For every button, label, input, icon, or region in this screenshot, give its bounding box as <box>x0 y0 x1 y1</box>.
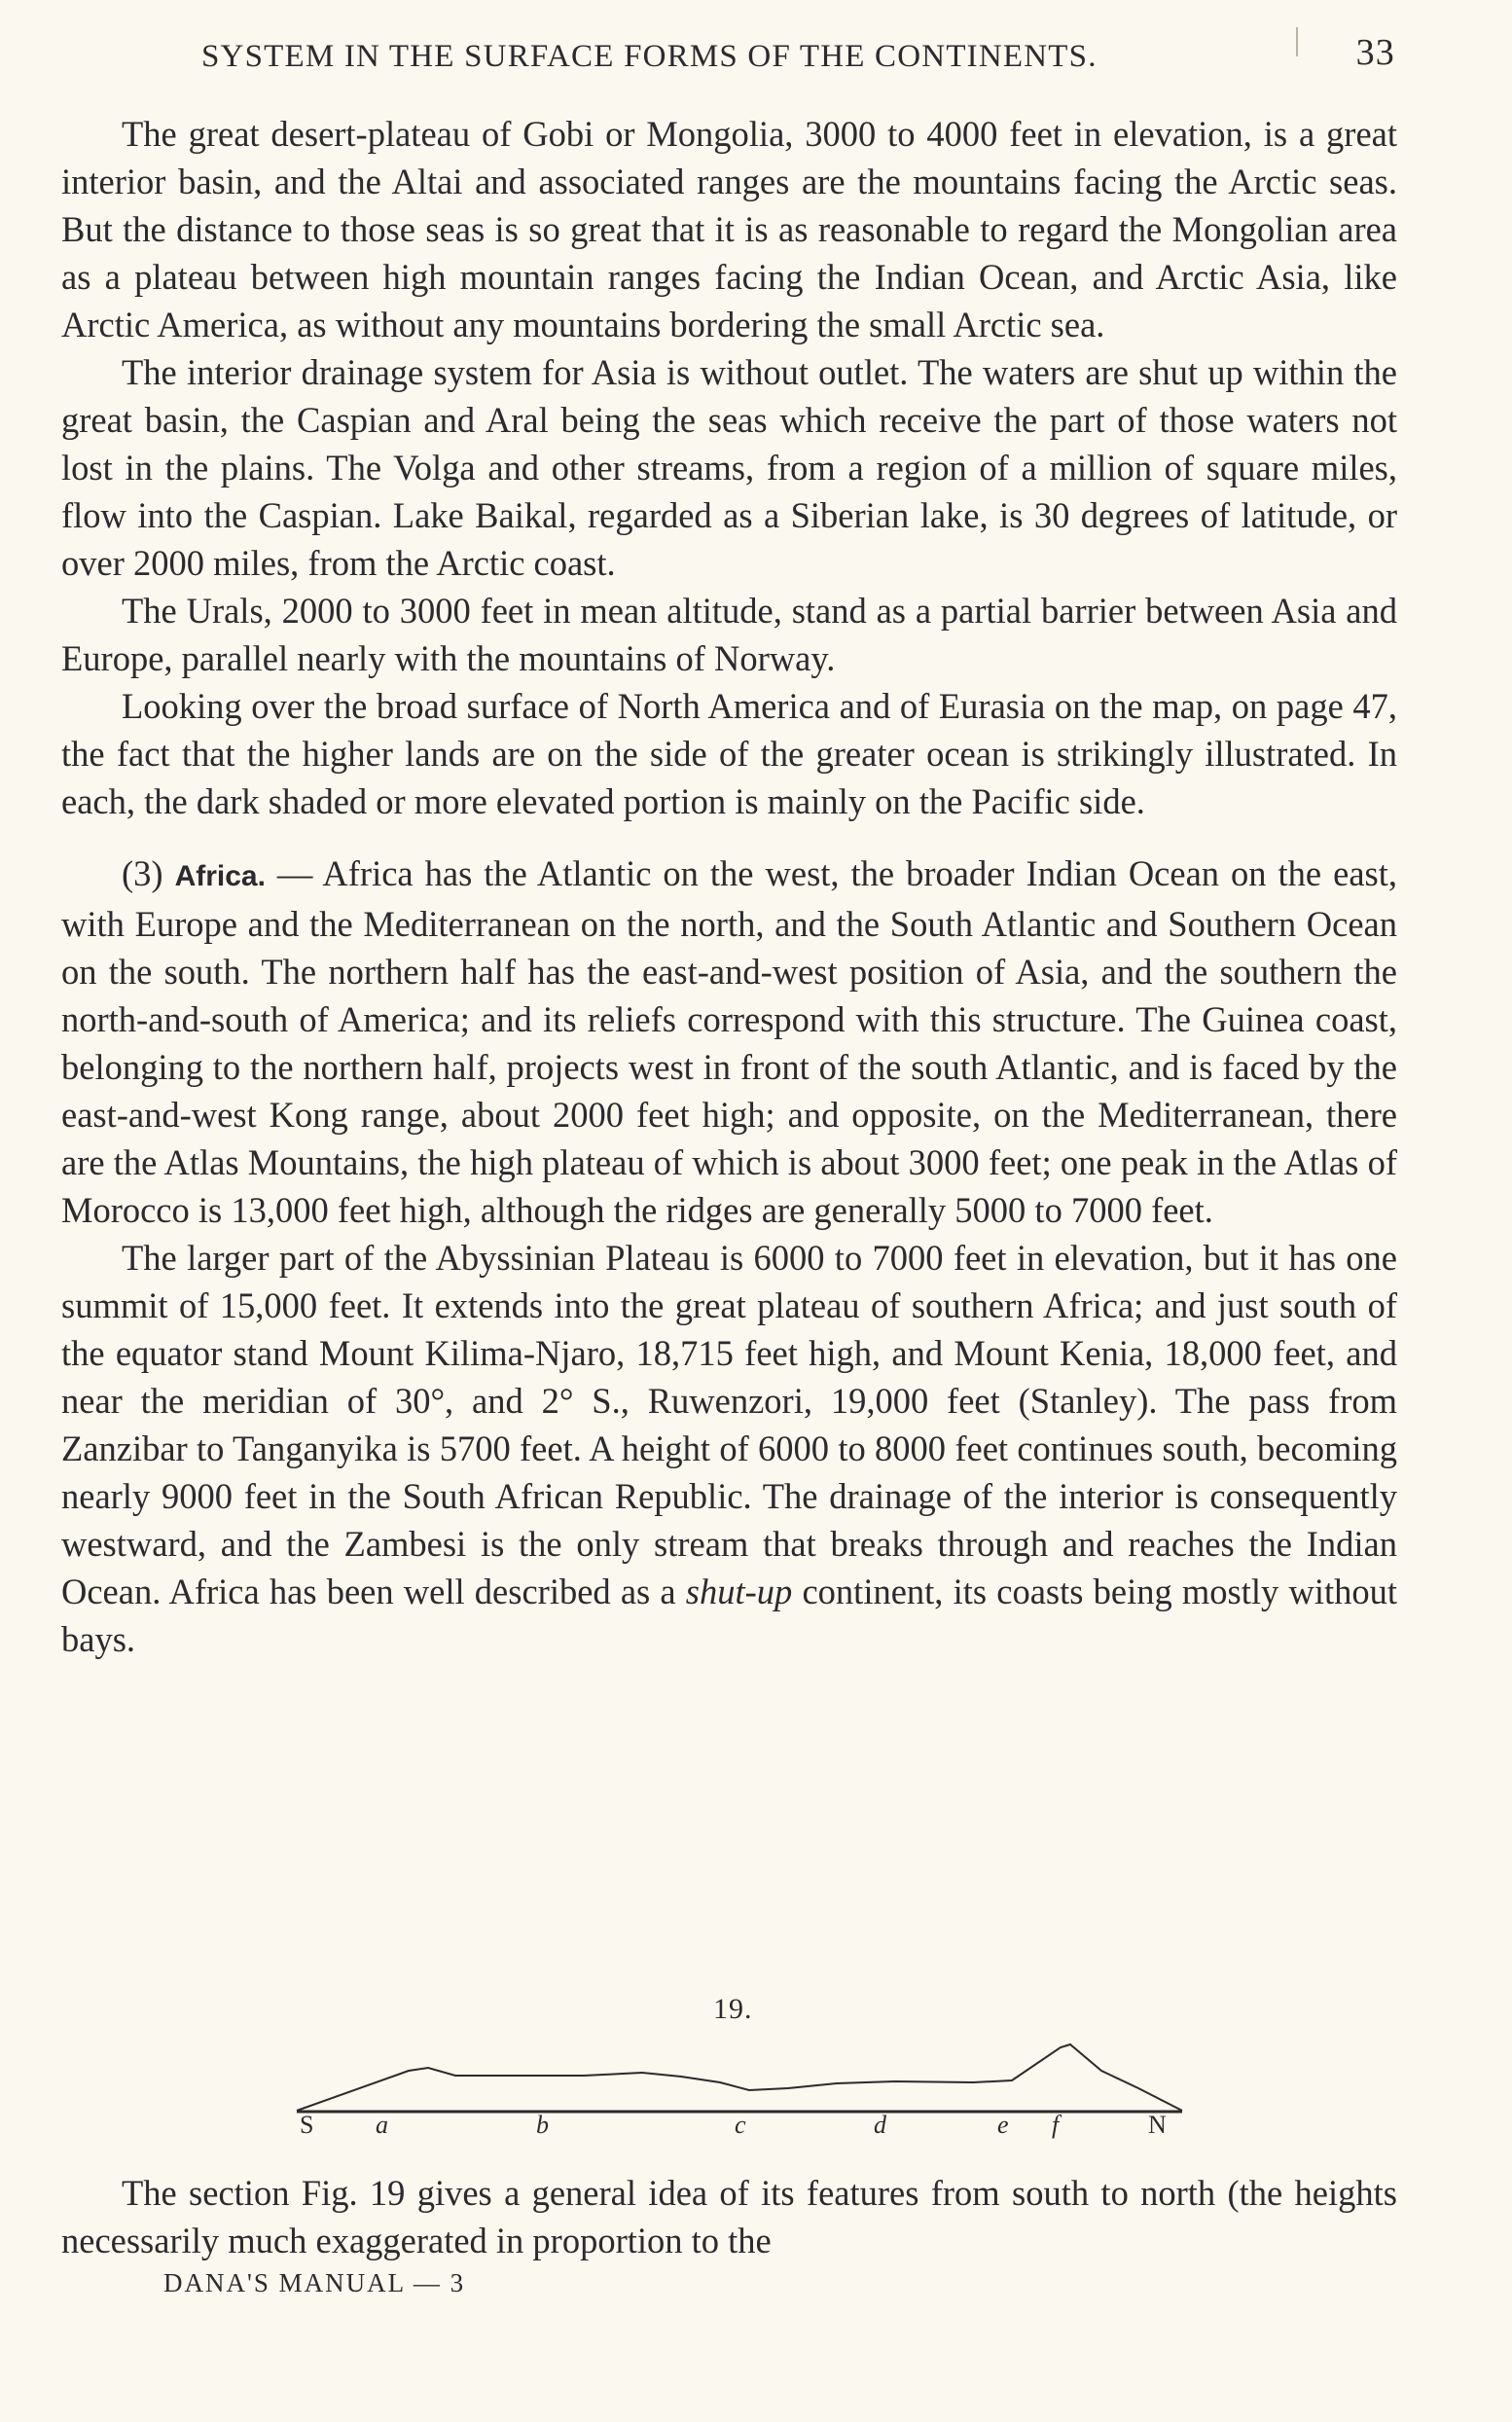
running-head <box>60 31 1395 80</box>
emphasis-shut-up: shut-up <box>685 1572 793 1611</box>
paragraph-map: Looking over the broad surface of North America and of Eurasia on the map, on page 47, the fact that the higher lands are on the side of the greater ocean is strikingly illustrated. In each, the dark shaded or more elevated portion is mainly on the Pacific side. <box>61 686 1397 821</box>
paragraph-africa-text: — Africa has the Atlantic on the west, the broader Indian Ocean on the east, with Europe and the Mediterranean on the north, and the South Atlantic and Southern Ocean on the south. The northern half has the east-and-west position of Asia, and the southern the north-and-south of America; and its reliefs correspond with this structure. The Guinea coast, belonging to the northern half, projects west in front of the south Atlantic, and is faced by the east-and-west Kong range, about 2000 feet high; and opposite, on the Mediterranean, there are the Atlas Mountains, the high plateau of which is about 3000 feet; one peak in the Atlas of Morocco is 13,000 feet high, although the ridges are generally 5000 to 7000 feet. <box>61 853 1397 1230</box>
paragraph-drainage: The interior drainage system for Asia is without outlet. The waters are shut up within the great basin, the Caspian and Aral being the seas which receive the part of those waters not lost in the plains. The Volga and other streams, from a region of a million of square miles, flow into the Caspian. Lake Baikal, regarded as a Siberian lake, is 30 degrees of latitude, or over 2000 miles, from the Arctic coast. <box>61 352 1397 583</box>
after-figure-text <box>61 2169 1397 2264</box>
paragraph-section-fig: The section Fig. 19 gives a general idea of its features from south to north (the heights necessarily much exaggerated in proportion to the <box>61 2173 1397 2260</box>
label-c: c <box>735 2111 746 2139</box>
label-d: d <box>874 2111 886 2139</box>
paragraph-urals: The Urals, 2000 to 3000 feet in mean altitude, stand as a partial barrier between Asia and Europe, parallel nearly with the mountains of Norway. <box>61 591 1397 678</box>
label-s: S <box>300 2111 314 2139</box>
paragraph-abyssinia <box>61 1234 1397 1663</box>
label-e: e <box>997 2111 1009 2139</box>
body-text <box>61 110 1397 1663</box>
paragraph-gobi: The great desert-plateau of Gobi or Mongolia, 3000 to 4000 feet in elevation, is a great interior basin, and the Altai and associated ranges are the mountains facing the Arctic seas. But the distance to those seas is so great that it is as reasonable to regard the Mongolian area as a plateau between high mountain ranges facing the Indian Ocean, and Arctic Asia, like Arctic America, as without any mountains bordering the small Arctic sea. <box>61 114 1397 344</box>
figure-19 <box>292 1989 1197 2145</box>
header-rule <box>1296 27 1298 56</box>
paragraph-abyssinia-end: continent, its coasts being mostly without bays. <box>61 1572 1397 1659</box>
footer-signature: DANA'S MANUAL — 3 <box>163 2268 466 2297</box>
paragraph-abyssinia-text: The larger part of the Abyssinian Plateau is 6000 to 7000 feet in elevation, but it has one summit of 15,000 feet. It extends into the great plateau of southern Africa; and just south of the equator stand Mount Kilima-Njaro, 18,715 feet high, and Mount Kenia, 18,000 feet, and near the meridian of 30°, and 2° S., Ruwenzori, 19,000 feet (Stanley). The pass from Zanzibar to Tanganyika is 5700 feet. A height of 6000 to 8000 feet continues south, becoming nearly 9000 feet in the South African Republic. The drainage of the interior is consequently westward, and the Zambesi is the only stream that breaks through and reaches the Indian Ocean. Africa has been well described as a <box>61 1238 1397 1611</box>
paragraph-africa <box>61 850 1397 1234</box>
section-title: Africa. <box>174 860 266 892</box>
running-title: SYSTEM IN THE SURFACE FORMS OF THE CONTINENTS. <box>201 39 1098 74</box>
relief-profile <box>297 2044 1182 2111</box>
label-a: a <box>376 2111 388 2139</box>
page-number: 33 <box>1355 32 1395 73</box>
label-n: N <box>1148 2111 1167 2139</box>
label-f: f <box>1052 2111 1060 2139</box>
label-b: b <box>536 2111 549 2139</box>
figure-number: 19. <box>713 1993 753 2025</box>
section-number: (3) <box>122 853 175 893</box>
